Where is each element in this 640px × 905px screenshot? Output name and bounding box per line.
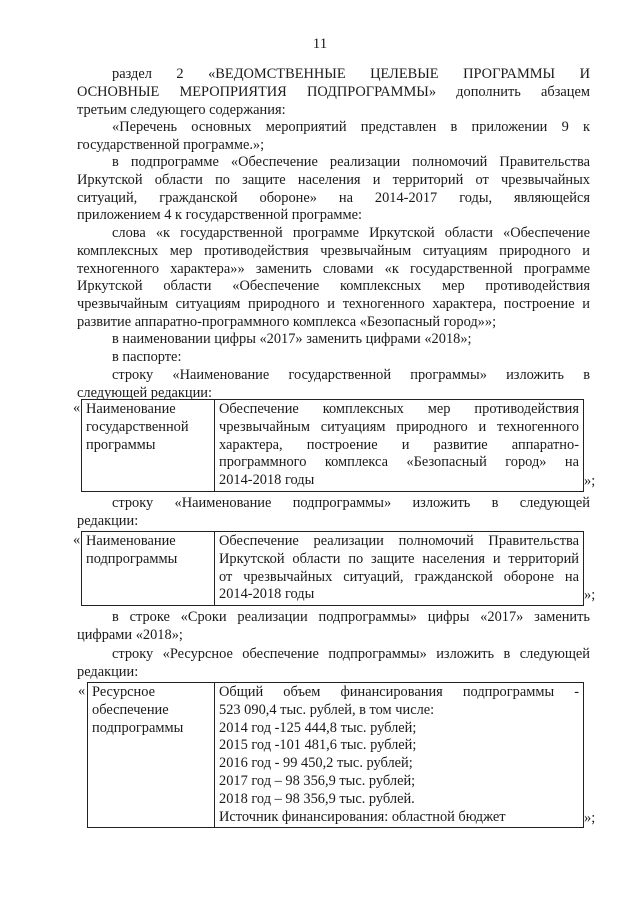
table1-value-3: характера, построение и развитие аппаратно- [219,436,579,453]
row1-paragraph [77,367,590,403]
words-line-1: слова «к государственной программе Иркутской области «Обеспечение [112,225,590,241]
table1-open-quote: « [73,400,81,416]
table3-value-cell [215,683,584,828]
table2-label-cell [82,532,215,606]
table3-value-8: Источник финансирования: областной бюджет [219,808,506,825]
passport-paragraph [77,349,590,367]
subprogram-line-3: ситуаций, гражданской обороне» на 2014-2017 годы, являющейся [77,189,590,206]
table3-label-cell [88,683,215,828]
subprogram-line-1: в подпрограмме «Обеспечение реализации полномочий Правительства [112,154,590,170]
table2-label-2: подпрограммы [86,550,178,567]
table3-open-quote: « [78,683,86,699]
table2-value-4: 2014-2018 годы [219,586,315,603]
row2-paragraph [77,495,590,531]
table2-value-1: Обеспечение реализации полномочий Правительства [219,533,579,549]
table1-close-quote: »; [584,473,596,489]
table-program-name [81,399,584,492]
table2-open-quote: « [73,532,81,548]
words-line-2: комплексных мер противодействия чрезвычайным ситуациям природного и [77,242,590,259]
table1-label-1: Наименование [86,401,176,417]
intro-line-1: раздел 2 «ВЕДОМСТВЕННЫЕ ЦЕЛЕВЫЕ ПРОГРАММЫ И [112,66,590,82]
term-paragraph [77,609,590,645]
name-paragraph [77,331,590,349]
words-line-5: чрезвычайным ситуациям природного и техногенного характера, построение и [77,296,590,313]
words-line-6: развитие аппаратно-программного комплекса «Безопасный город»»; [77,313,497,330]
table1-label-2: государственной [86,418,189,435]
subprogram-line-4: приложением 4 к государственной программе: [77,207,362,224]
words-line-4: Иркутской области «Обеспечение комплексных мер противодействия [77,278,590,295]
row2-line-1: строку «Наименование подпрограммы» изложить в следующей [112,495,590,511]
table1-value-cell [215,400,584,492]
table3-value-1: Общий объем финансирования подпрограммы - [219,684,579,700]
table-subprogram-name [81,531,584,606]
table2-close-quote: »; [584,587,596,603]
table3-value-5: 2016 год - 99 450,2 тыс. рублей; [219,755,413,772]
row1-line-1: строку «Наименование государственной программы» изложить в [112,367,590,383]
table3-value-2: 523 090,4 тыс. рублей, в том числе: [219,701,435,718]
term-line-2: цифрами «2018»; [77,626,183,643]
row2-line-2: редакции: [77,512,139,529]
row3-line-2: редакции: [77,663,139,680]
table1-label-3: программы [86,436,156,453]
list-line-1: «Перечень основных мероприятий представлен в приложении 9 к [112,119,590,135]
table3-value-4: 2015 год -101 481,6 тыс. рублей; [219,737,417,754]
words-paragraph [77,225,590,332]
row3-line-1: строку «Ресурсное обеспечение подпрограммы» изложить в следующей [112,646,590,662]
row1-line-2: следующей редакции: [77,384,212,401]
passport-line: в паспорте: [112,349,182,365]
table2-value-cell [215,532,584,606]
table1-value-1: Обеспечение комплексных мер противодействия [219,401,579,417]
list-line-2: государственной программе.»; [77,136,265,153]
table2-label-1: Наименование [86,533,176,549]
table2-value-3: от чрезвычайных ситуаций, гражданской обороне на [219,568,579,585]
row3-paragraph [77,646,590,682]
table3-label-3: подпрограммы [92,719,184,736]
table3-value-3: 2014 год -125 444,8 тыс. рублей; [219,719,417,736]
list-paragraph [77,119,590,155]
table3-label-1: Ресурсное [92,684,155,700]
intro-line-2: ОСНОВНЫЕ МЕРОПРИЯТИЯ ПОДПРОГРАММЫ» дополнить абзацем [77,83,590,100]
intro-paragraph [77,66,590,119]
table3-value-6: 2017 год – 98 356,9 тыс. рублей; [219,772,416,789]
table1-value-4: программного комплекса «Безопасный город» на [219,454,579,471]
term-line-1: в строке «Сроки реализации подпрограммы» цифры «2017» заменить [112,609,590,625]
table2-value-2: Иркутской области по защите населения и территорий [219,550,579,567]
words-line-3: техногенного характера»» заменить словами «к государственной программе [77,260,590,277]
table1-value-2: чрезвычайным ситуациям природного и техногенного [219,418,579,435]
name-line: в наименовании цифры «2017» заменить цифрами «2018»; [112,331,472,347]
table3-value-7: 2018 год – 98 356,9 тыс. рублей. [219,790,415,807]
subprogram-paragraph [77,154,590,225]
table3-label-2: обеспечение [92,701,169,718]
table1-label-cell [82,400,215,492]
table1-value-5: 2014-2018 годы [219,472,315,489]
table-resource-provision [87,682,584,828]
table3-close-quote: »; [584,810,596,826]
intro-line-3: третьим следующего содержания: [77,101,286,118]
subprogram-line-2: Иркутской области по защите населения и территорий от чрезвычайных [77,171,590,188]
page-number: 11 [312,36,328,52]
